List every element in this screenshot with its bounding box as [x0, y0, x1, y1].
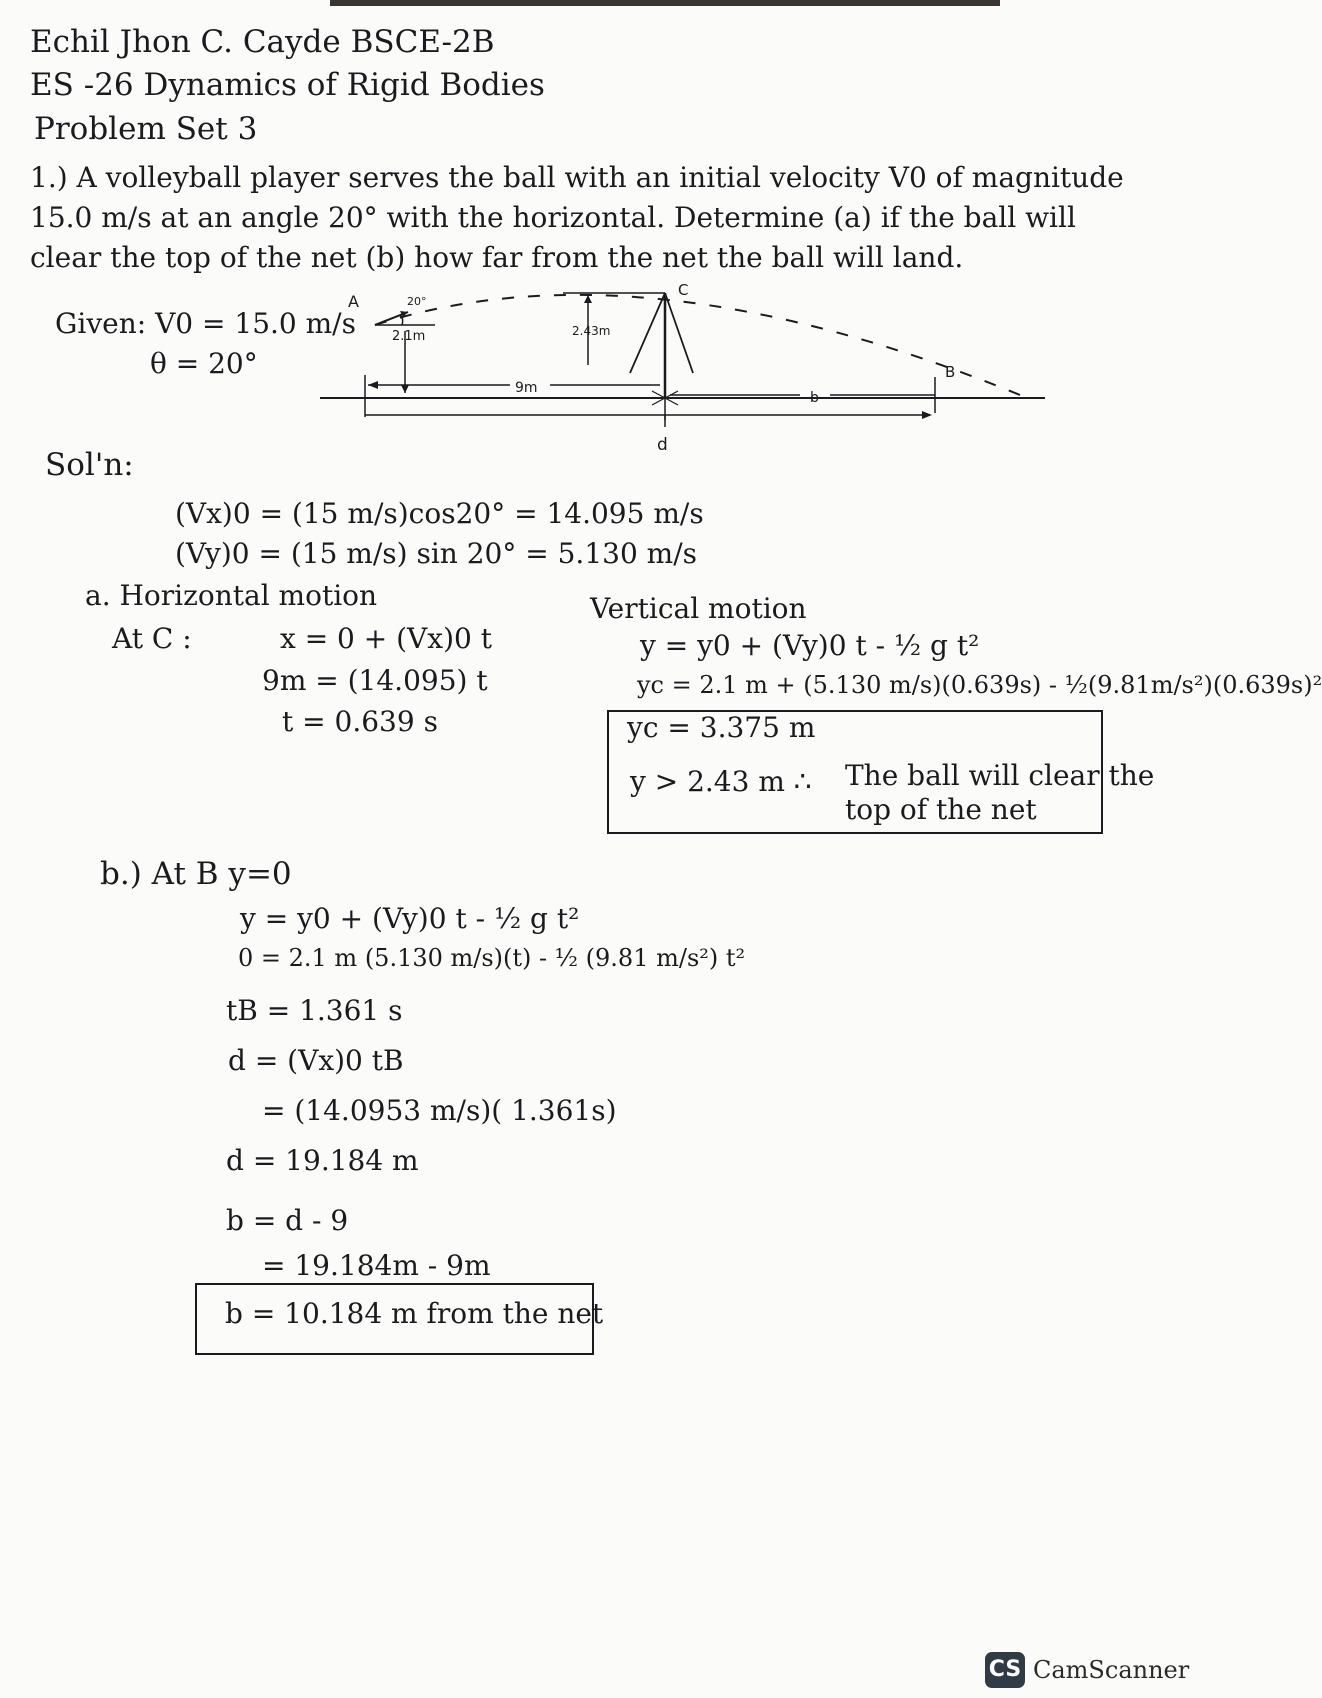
part-b-tb: tB = 1.361 s: [226, 994, 403, 1027]
vertical-heading: Vertical motion: [590, 592, 807, 625]
horizontal-eq-1: x = 0 + (Vx)0 t: [280, 622, 492, 655]
label-launch-height: 2.1m: [392, 329, 426, 344]
given-velocity: Given: V0 = 15.0 m/s: [55, 307, 356, 340]
course-title: ES -26 Dynamics of Rigid Bodies: [30, 67, 545, 103]
horizontal-heading: a. Horizontal motion: [85, 579, 378, 612]
net-support-right: [665, 293, 693, 373]
horizontal-eq-2: 9m = (14.095) t: [262, 664, 488, 697]
student-name: Echil Jhon C. Cayde BSCE-2B: [30, 24, 495, 60]
camscanner-name: CamScanner: [1033, 1656, 1190, 1684]
label-b-point: B: [945, 363, 956, 381]
problem-set-title: Problem Set 3: [34, 111, 258, 147]
part-b-eq-2: 0 = 2.1 m (5.130 m/s)(t) - ½ (9.81 m/s²) t²: [238, 944, 746, 972]
part-b-d-substitution: = (14.0953 m/s)( 1.361s): [262, 1094, 617, 1127]
solution-heading: Sol'n:: [45, 447, 134, 483]
part-b-heading: b.) At B y=0: [100, 856, 292, 892]
given-angle: θ = 20°: [150, 347, 258, 380]
part-b-b-formula: b = d - 9: [226, 1204, 349, 1237]
label-c: C: [678, 281, 689, 299]
answer-a-comparison: y > 2.43 m ∴: [630, 765, 812, 798]
label-angle: 20°: [407, 295, 427, 308]
top-edge-shadow: [330, 0, 1000, 6]
horizontal-eq-3: t = 0.639 s: [282, 705, 438, 738]
vertical-eq-1: y = y0 + (Vy)0 t - ½ g t²: [640, 629, 980, 662]
vx0-equation: (Vx)0 = (15 m/s)cos20° = 14.095 m/s: [175, 497, 704, 530]
net-support-left: [630, 293, 665, 373]
part-b-b-substitution: = 19.184m - 9m: [262, 1249, 491, 1282]
at-c-label: At C :: [112, 622, 192, 655]
problem-statement: 1.) A volleyball player serves the ball with an initial velocity V0 of magnitude 15.0 m/s at an angle 20° with the horizontal. Determine (a) if the ball will clear the top of the net (b) how far from the net the ball will land.: [30, 161, 1124, 274]
label-net-height: 2.43m: [572, 324, 611, 338]
answer-b-result: b = 10.184 m from the net: [225, 1297, 604, 1330]
camscanner-logo-icon: CS: [985, 1652, 1025, 1688]
answer-a-conclusion-1: The ball will clear the: [845, 759, 1155, 792]
part-b-d-result: d = 19.184 m: [226, 1144, 419, 1177]
vy0-equation: (Vy)0 = (15 m/s) sin 20° = 5.130 m/s: [175, 537, 698, 570]
answer-a-yc: yc = 3.375 m: [627, 711, 816, 744]
label-a: A: [348, 292, 359, 311]
vertical-eq-2: yc = 2.1 m + (5.130 m/s)(0.639s) - ½(9.81m/s²)(0.639s)²: [637, 671, 1322, 699]
answer-a-conclusion-2: top of the net: [845, 793, 1037, 826]
part-b-d-formula: d = (Vx)0 tB: [228, 1044, 404, 1077]
part-b-eq-1: y = y0 + (Vy)0 t - ½ g t²: [240, 902, 580, 935]
trajectory-diagram: [310, 265, 1070, 475]
trajectory-path: [375, 295, 1020, 395]
label-d: d: [657, 435, 668, 455]
label-b-dim: b: [810, 390, 819, 406]
label-9m: 9m: [515, 380, 538, 396]
